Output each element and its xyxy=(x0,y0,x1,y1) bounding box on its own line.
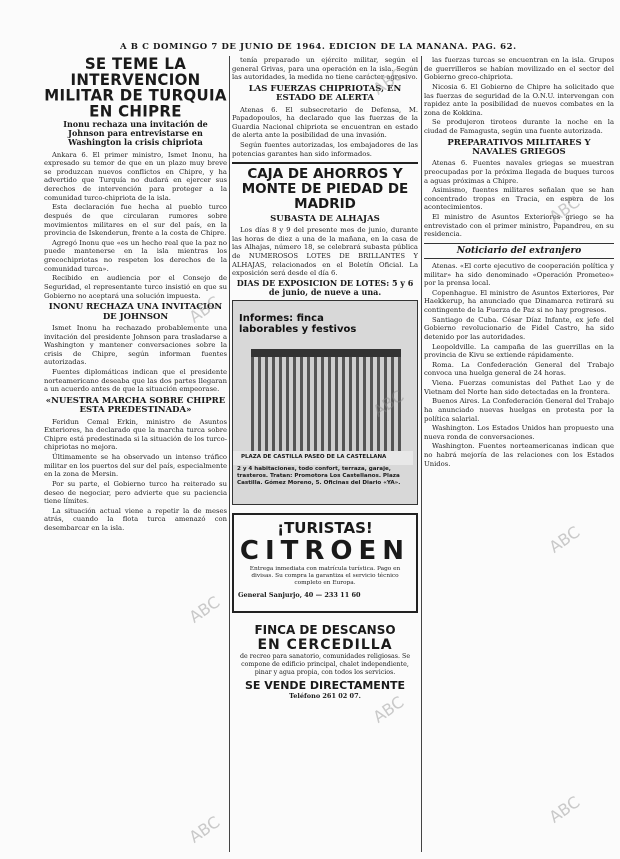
paragraph: las fuerzas turcas se encuentran en la isla. Grupos de guerrilleros se habían movilizado en el sector del Gobierno greco-chipriota. xyxy=(424,56,614,82)
watermark: ABC xyxy=(185,292,224,327)
watermark: ABC xyxy=(369,64,408,99)
ad-banner: Informes: finca laborables y festivos xyxy=(239,313,357,336)
main-headline: SE TEME LA INTERVENCION MILITAR DE TURQUIA EN CHIPRE xyxy=(44,56,227,121)
paragraph: Nicosia 6. El Gobierno de Chipre ha solicitado que las fuerzas de seguridad de la O.N.U. intervengan con rapidez ante la posibilidad de nuevos combates en la zona de Kokkina. xyxy=(424,82,614,117)
watermark: ABC xyxy=(369,386,408,421)
section-heading: «NUESTRA MARCHA SOBRE CHIPRE ESTA PREDESTINADA» xyxy=(45,395,226,416)
paragraph: Se produjeron tiroteos durante la noche en la ciudad de Famagusta, según una fuente autorizada. xyxy=(424,118,614,135)
citroen-text: Entrega inmediata con matrícula turística. Pago en divisas. Su compra la garantiza el servicio técnico completo en Europa. xyxy=(249,565,401,587)
news-item: Buenos Aires. La Confederación General del Trabajo ha anunciado nuevas huelgas en protesta por la política salarial. xyxy=(424,397,614,423)
paragraph: Asimismo, fuentes militares señalan que se han concentrado tropas en Tracia, en espera de los acontecimientos. xyxy=(424,186,614,212)
news-item: Santiago de Cuba. César Díaz Infante, ex jefe del Gobierno revolucionario de Fidel Castro, ha sido detenido por las autoridades. xyxy=(424,315,614,341)
paragraph: Atenas 6. Fuentes navales griegas se muestran preocupadas por la próxima llegada de buques turcos a aguas próximas a Chipre. xyxy=(424,159,614,185)
paragraph: Atenas 6. El subsecretario de Defensa, M. Papadopoulos, ha declarado que las fuerzas de la Guardia Nacional chipriota se encuentran en estado de alerta ante la posibilidad de una invasión. xyxy=(232,105,418,140)
finca-sale: SE VENDE DIRECTAMENTE xyxy=(244,678,406,692)
finca-phone: Teléfono 261 02 07. xyxy=(289,691,361,700)
section-heading: PREPARATIVOS MILITARES Y NAVALES GRIEGOS xyxy=(447,137,591,157)
column-rule xyxy=(229,56,230,852)
paragraph: Últimamente se ha observado un intenso tráfico militar en los puertos del sur del país, especialmente en la zona de Mersin. xyxy=(44,453,227,479)
foreign-news-heading: Noticiario del extranjero xyxy=(424,243,614,259)
watermark: ABC xyxy=(545,522,584,557)
news-item: Copenhague. El ministro de Asuntos Exteriores, Per Haekkerup, ha anunciado que Dinamarca retirará su contingente de la Fuerza de Paz si no hay progresos. xyxy=(424,288,614,315)
citroen-ad xyxy=(232,513,418,613)
page-header: A B C DOMINGO 7 DE JUNIO DE 1964. EDICION DE LA MAÑANA. PAG. 62. xyxy=(120,42,517,52)
paragraph: Según fuentes autorizadas, los embajadores de las potencias garantes han sido informados. xyxy=(232,141,418,158)
news-item: Leopoldville. La campaña de las guerrillas en la provincia de Kivu se extiende rápidamente. xyxy=(424,342,614,360)
section-heading: INONU RECHAZA UNA INVITACION DE JOHNSON xyxy=(48,302,223,322)
watermark: ABC xyxy=(545,792,584,827)
news-item: Washington. Los Estados Unidos han propuesto una nueva ronda de conversaciones. xyxy=(424,424,614,441)
paragraph: Fuentes diplomáticas indican que el presidente norteamericano deseaba que las dos partes llegaran a un acuerdo antes de que la situación empeorase. xyxy=(44,368,227,394)
column-rule xyxy=(421,56,422,852)
column-right xyxy=(424,56,614,856)
paragraph: La situación actual viene a repetir la de meses atrás, cuando la flota turca amenazó con desembarcar en la isla. xyxy=(44,506,227,533)
finca-text: de recreo para sanatorio, comunidades religiosas. Se compone de edificio principal, chalet independiente, pinar y agua propia, con todos los servicios. xyxy=(239,653,411,677)
caja-ahorros-title: CAJA DE AHORROS Y MONTE DE PIEDAD DE MADRID xyxy=(232,162,418,212)
subasta-heading: SUBASTA DE ALHAJAS xyxy=(270,213,380,224)
finca-title: FINCA DE DESCANSO xyxy=(254,623,396,638)
paragraph: Ismet Inonu ha rechazado probablemente una invitación del presidente Johnson para trasladarse a Washington y mantener conversaciones sobre la crisis de Chipre, según informan fuentes autorizadas. xyxy=(44,323,227,367)
finca-ad xyxy=(232,623,418,700)
citroen-address: General Sanjurjo, 40 — 233 11 60 xyxy=(238,590,361,599)
paragraph: El ministro de Asuntos Exteriores griego se ha entrevistado con el primer ministro, Papandreu, en su residencia. xyxy=(424,213,614,239)
watermark: ABC xyxy=(545,192,584,227)
paragraph: Feridun Cemal Erkin, ministro de Asuntos Exteriores, ha declarado que la marcha turca sobre Chipre está predestinada si la situación de los turco-chipriotas no mejora. xyxy=(44,417,227,452)
citroen-brand: CITROEN xyxy=(239,536,411,567)
exposition-dates: DIAS DE EXPOSICION DE LOTES: 5 y 6 de junio, de nueve a una. xyxy=(236,277,414,298)
street-labels: PLAZA DE CASTILLA PASEO DE LA CASTELLANA xyxy=(233,451,413,465)
watermark: ABC xyxy=(185,592,224,627)
news-item: Washington. Fuentes norteamericanas indican que no habrá mejoría de las relaciones con los Estados Unidos. xyxy=(424,442,614,468)
finca-place: EN CERCEDILLA xyxy=(257,637,393,654)
watermark: ABC xyxy=(185,812,224,847)
news-item: Viena. Fuerzas comunistas del Pathet Lao y de Vietnam del Norte han sido detectadas en la frontera. xyxy=(424,379,614,396)
news-item: Atenas. «El corte ejecutivo de cooperación política y militar» ha sido denominado «Operación Prometeo» por la prensa local. xyxy=(424,261,614,288)
citroen-tagline: ¡TURISTAS! xyxy=(277,519,373,538)
paragraph: Recibido en audiencia por el Consejo de Seguridad, el representante turco insistió en que su Gobierno no aceptará una solución impuesta. xyxy=(44,274,227,300)
column-left xyxy=(44,56,227,856)
ad-footer-text: 2 y 4 habitaciones, todo confort, terraza, garaje, trasteros. Tratan: Promotora Los Castellanos. Plaza Castilla. Gómez Moreno, 5. Oficinas del Diario «YA». xyxy=(237,466,401,487)
subheadline: Inonu rechaza una invitación de Johnson para entrevistarse en Washington la crisis chipriota xyxy=(63,119,208,148)
paragraph: Los días 8 y 9 del presente mes de junio, durante las horas de diez a una de la mañana, en la casa de las Alhajas, número 18, se celebrará subasta pública de NUMEROSOS LOTES DE BRILLANTES Y ALHAJAS, relacionados en el Boletín Oficial. La exposición será desde el día 6. xyxy=(232,226,418,278)
column-center xyxy=(232,56,418,856)
paragraph: Por su parte, el Gobierno turco ha reiterado su deseo de negociar, pero advierte que su paciencia tiene límites. xyxy=(44,479,227,506)
paragraph: tenía preparado un ejército militar, según el general Grivas, para una operación en la isla. Según las autoridades, la medida no tiene carácter agresivo. xyxy=(232,56,418,82)
news-item: Roma. La Confederación General del Trabajo convoca una huelga general de 24 horas. xyxy=(424,360,614,378)
paragraph: Agregó Inonu que «es un hecho real que la paz no puede mantenerse en la isla mientras los grecochipriotas no respeten los derechos de la comunidad turca». xyxy=(44,238,227,273)
paragraph: Ankara 6. El primer ministro, Ismet Inonu, ha expresado su temor de que en un plazo muy breve se produzcan nuevos conflictos en Chipre, y ha advertido que Turquía no dudará en ejercer sus derechos de intervención para proteger a la comunidad turco-chipriota de la isla. xyxy=(44,150,227,202)
watermark: ABC xyxy=(369,692,408,727)
section-heading: LAS FUERZAS CHIPRIOTAS, EN ESTADO DE ALERTA xyxy=(248,83,402,104)
paragraph: Esta declaración fue hecha al pueblo turco después de que circularan rumores sobre movimientos militares en el sur del país, en la provincia de Iskenderun, frente a la costa de Chipre. xyxy=(44,203,227,238)
